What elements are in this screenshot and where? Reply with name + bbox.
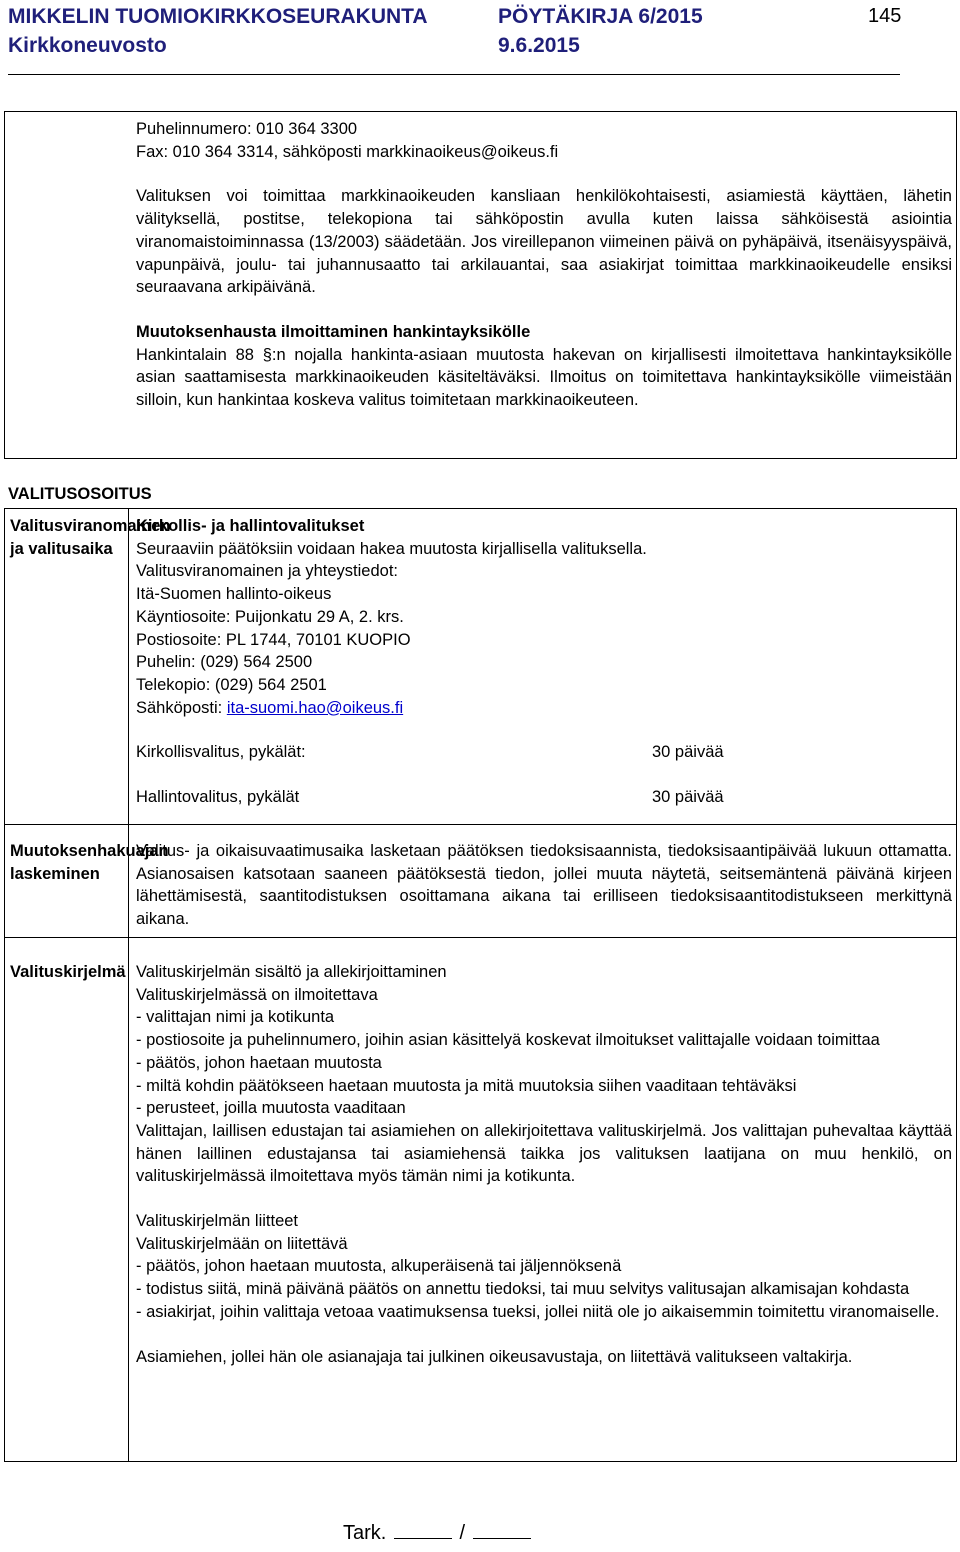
row1-label: Valitusviranomainen ja valitusaika [10, 517, 171, 558]
court-name: Itä-Suomen hallinto-oikeus [136, 585, 332, 604]
list-item: - postiosoite ja puhelinnumero, joihin asian käsittelyä koskevat ilmoitukset valittajalle voidaan toimittaa [136, 1031, 880, 1050]
appeal-heading: Kirkollis- ja hallintovalitukset [136, 517, 365, 535]
list-item: - valittajan nimi ja kotikunta [136, 1008, 335, 1027]
deadline-1-value: 30 päivää [652, 743, 724, 762]
list-item: - asiakirjat, joihin valittaja vetoaa vaatimuksensa tueksi, jollei niitä ole jo aikaisemmin toimitettu viranomaiselle. [136, 1302, 940, 1321]
initials-blank-1 [394, 1538, 452, 1539]
section-title: VALITUSOSOITUS [8, 485, 152, 503]
attachments-intro: Valituskirjelmään on liitettävä [136, 1234, 348, 1253]
appeal-period-text: Valitus- ja oikaisuvaatimusaika lasketaan päätöksen tiedoksisaannista, tiedoksisaantipäivää lukuun ottamatta. Asianosaisen katsotaan saaneen päätöksestä tiedon, jollei muuta näytetä, seitsemäntenä päivänä kirjeen lähettämisestä, saantitodistuksen osoittamana aikana tai erilliseen tiedoksisaantitodistukseen merkittynä aikana. [136, 842, 952, 929]
initials-blank-2 [473, 1538, 531, 1539]
phone: Puhelin: (029) 564 2500 [136, 653, 313, 672]
contents-intro: Valituskirjelmässä on ilmoitettava [136, 985, 378, 1004]
visiting-address: Käyntiosoite: Puijonkatu 29 A, 2. krs. [136, 607, 404, 626]
power-of-attorney-paragraph: Asiamiehen, jollei hän ole asianajaja tai julkinen oikeusavustaja, on liitettävä valitukseen valtakirja. [136, 1347, 853, 1366]
attachments-title: Valituskirjelmän liitteet [136, 1212, 299, 1231]
meeting-body: Kirkkoneuvosto [8, 34, 167, 57]
header-divider [8, 74, 900, 75]
list-item: - perusteet, joilla muutosta vaaditaan [136, 1099, 406, 1118]
footer-label: Tark. [343, 1522, 387, 1544]
email-line [136, 697, 952, 720]
page-number: 145 [868, 5, 902, 27]
deadline-row-2 [136, 786, 952, 809]
market-court-content [136, 118, 952, 412]
email-label: Sähköposti: [136, 698, 227, 717]
submission-paragraph: Valituksen voi toimittaa markkinaoikeuden kansliaan henkilökohtaisesti, asiamiestä käyttäen, lähetin välityksellä, postitse, telekopiona tai sähköpostin avulla kuten laissa sähköisestä asiointia viranomaistoiminnassa (13/2003) säädetään. Jos vireillepanon viimeinen päivä on pyhäpäivä, itsenäisyyspäivä, vapunpäivä, joulu- tai juhannusaatto tai arkilauantai, saa asiakirjat toimittaa markkinaoikeudelle ensiksi seuraavana arkipäivänä. [136, 187, 952, 297]
fax-line: Fax: 010 364 3314, sähköposti markkinaoikeus@oikeus.fi [136, 142, 559, 161]
list-item: - todistus siitä, minä päivänä päätös on annettu tiedoksi, tai muu selvitys valitusajan alkamisajan kohdasta [136, 1280, 910, 1299]
page-header [8, 2, 900, 74]
signature-paragraph: Valittajan, laillisen edustajan tai asiamiehen on allekirjoitettava valituskirjelmä. Jos valittajan puhevaltaa käyttää hänen laillinen edustajansa tai asiamiehensä taikka jos valituksen laatijana on muu henkilö, on valituskirjelmässä ilmoitettava myös tämän nimi ja kotikunta. [136, 1121, 952, 1186]
row2-label: Muutoksenhakuajan laskeminen [10, 842, 169, 883]
row3-label-cell [4, 937, 129, 1462]
row3-label: Valituskirjelmä [10, 963, 126, 981]
list-item: - päätös, johon haetaan muutosta [136, 1053, 382, 1072]
appeal-line-1: Seuraaviin päätöksiin voidaan hakea muutosta kirjallisella valituksella. [136, 539, 647, 558]
postal-address: Postiosoite: PL 1744, 70101 KUOPIO [136, 630, 411, 649]
footer-check [343, 1522, 533, 1545]
footer-separator: / [459, 1522, 466, 1544]
list-item: - miltä kohdin päätökseen haetaan muutosta ja mitä muutoksia siihen vaaditaan tehtäväksi [136, 1076, 797, 1095]
row1-content [136, 515, 952, 809]
email-link[interactable]: ita-suomi.hao@oikeus.fi [226, 698, 404, 717]
phone-line: Puhelinnumero: 010 364 3300 [136, 120, 358, 138]
notification-heading: Muutoksenhausta ilmoittaminen hankintayksikölle [136, 322, 531, 341]
row3-content [136, 961, 952, 1368]
appeal-line-2: Valitusviranomainen ja yhteystiedot: [136, 562, 399, 581]
document-date: 9.6.2015 [498, 34, 580, 57]
notification-paragraph: Hankintalain 88 §:n nojalla hankinta-asiaan muutosta hakevan on kirjallisesti ilmoitettava hankintayksikölle asian saattamisesta markkinaoikeuden käsiteltäväksi. Ilmoitus on toimitettava hankintayksikölle viimeistään silloin, kun hankintaa koskeva valitus toimitetaan markkinaoikeuteen. [136, 345, 952, 410]
row2-content [136, 840, 952, 931]
deadline-2-value: 30 päivää [652, 788, 724, 807]
deadline-1-label: Kirkollisvalitus, pykälät: [136, 743, 306, 762]
organization-name: MIKKELIN TUOMIOKIRKKOSEURAKUNTA [8, 5, 428, 28]
document-title: PÖYTÄKIRJA 6/2015 [498, 5, 703, 28]
list-item: - päätös, johon haetaan muutosta, alkuperäisenä tai jäljennöksenä [136, 1257, 622, 1276]
deadline-row-1 [136, 741, 952, 764]
contents-title: Valituskirjelmän sisältö ja allekirjoittaminen [136, 963, 447, 981]
deadline-2-label: Hallintovalitus, pykälät [136, 788, 300, 807]
fax: Telekopio: (029) 564 2501 [136, 675, 327, 694]
